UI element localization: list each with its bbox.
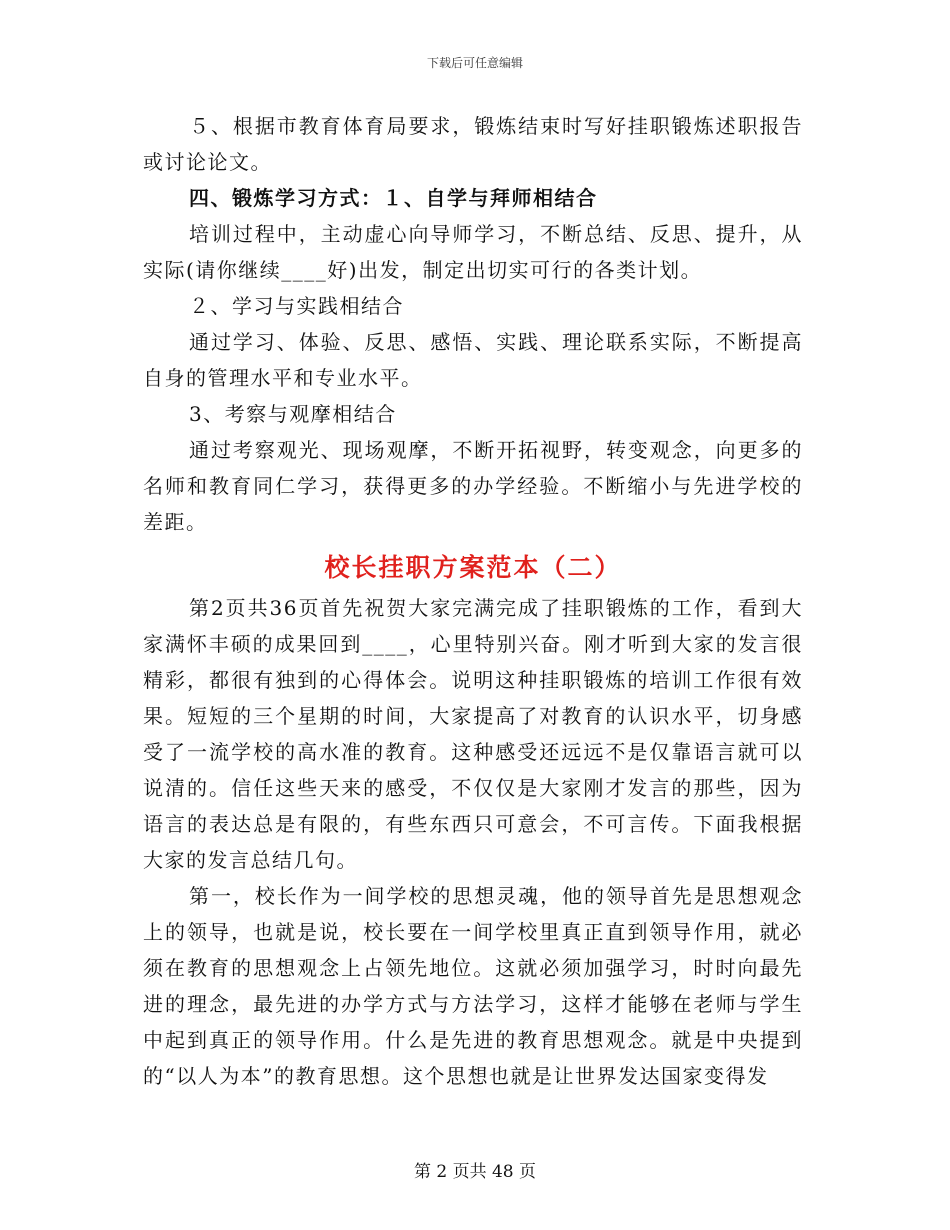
heading-learning-methods: 四、锻炼学习方式：１、自学与拜师相结合 [189,186,598,210]
document-body [143,108,803,1094]
section-title: 校长挂职方案范本（二） [324,553,622,582]
subheading-study-practice: ２、学习与实践相结合 [189,294,404,318]
paragraph-self-study: 培训过程中，主动虚心向导师学习，不断总结、反思、提升，从实际(请你继续____好)出发，制定出切实可行的各类计划。 [143,222,803,282]
paragraph-principal-leadership: 第一，校长作为一间学校的思想灵魂，他的领导首先是思想观念上的领导，也就是说，校长要在一间学校里真正直到领导作用，就必须在教育的思想观念上占领先地位。这就必须加强学习，时时向最先进的理念，最先进的办学方式与方法学习，这样才能够在老师与学生中起到真正的领导作用。什么是先进的教育思想观念。就是中央提到的“以人为本”的教育思想。这个思想也就是让世界发达国家变得发 [143,884,803,1088]
paragraph-inspection-observation: 通过考察观光、现场观摩，不断开拓视野，转变观念，向更多的名师和教育同仁学习，获得更多的办学经验。不断缩小与先进学校的差距。 [143,438,803,534]
paragraph-congratulations: 第2页共36页首先祝贺大家完满完成了挂职锻炼的工作，看到大家满怀丰硕的成果回到____，心里特别兴奋。刚才听到大家的发言很精彩，都很有独到的心得体会。说明这种挂职锻炼的培训工作很有效果。短短的三个星期的时间，大家提高了对教育的认识水平，切身感受了一流学校的高水准的教育。这种感受还远远不是仅靠语言就可以说清的。信任这些天来的感受，不仅仅是大家刚才发言的那些，因为语言的表达总是有限的，有些东西只可意会，不可言传。下面我根据大家的发言总结几句。 [143,596,803,872]
page-footer-number: 第 2 页共 48 页 [413,1162,537,1182]
paragraph-report-requirement: ５、根据市教育体育局要求，锻炼结束时写好挂职锻炼述职报告或讨论论文。 [143,114,803,174]
paragraph-study-practice: 通过学习、体验、反思、感悟、实践、理论联系实际，不断提高自身的管理水平和专业水平。 [143,330,803,390]
subheading-inspection-observation: 3、考察与观摩相结合 [189,402,397,426]
page-header-note: 下载后可任意编辑 [426,56,523,70]
